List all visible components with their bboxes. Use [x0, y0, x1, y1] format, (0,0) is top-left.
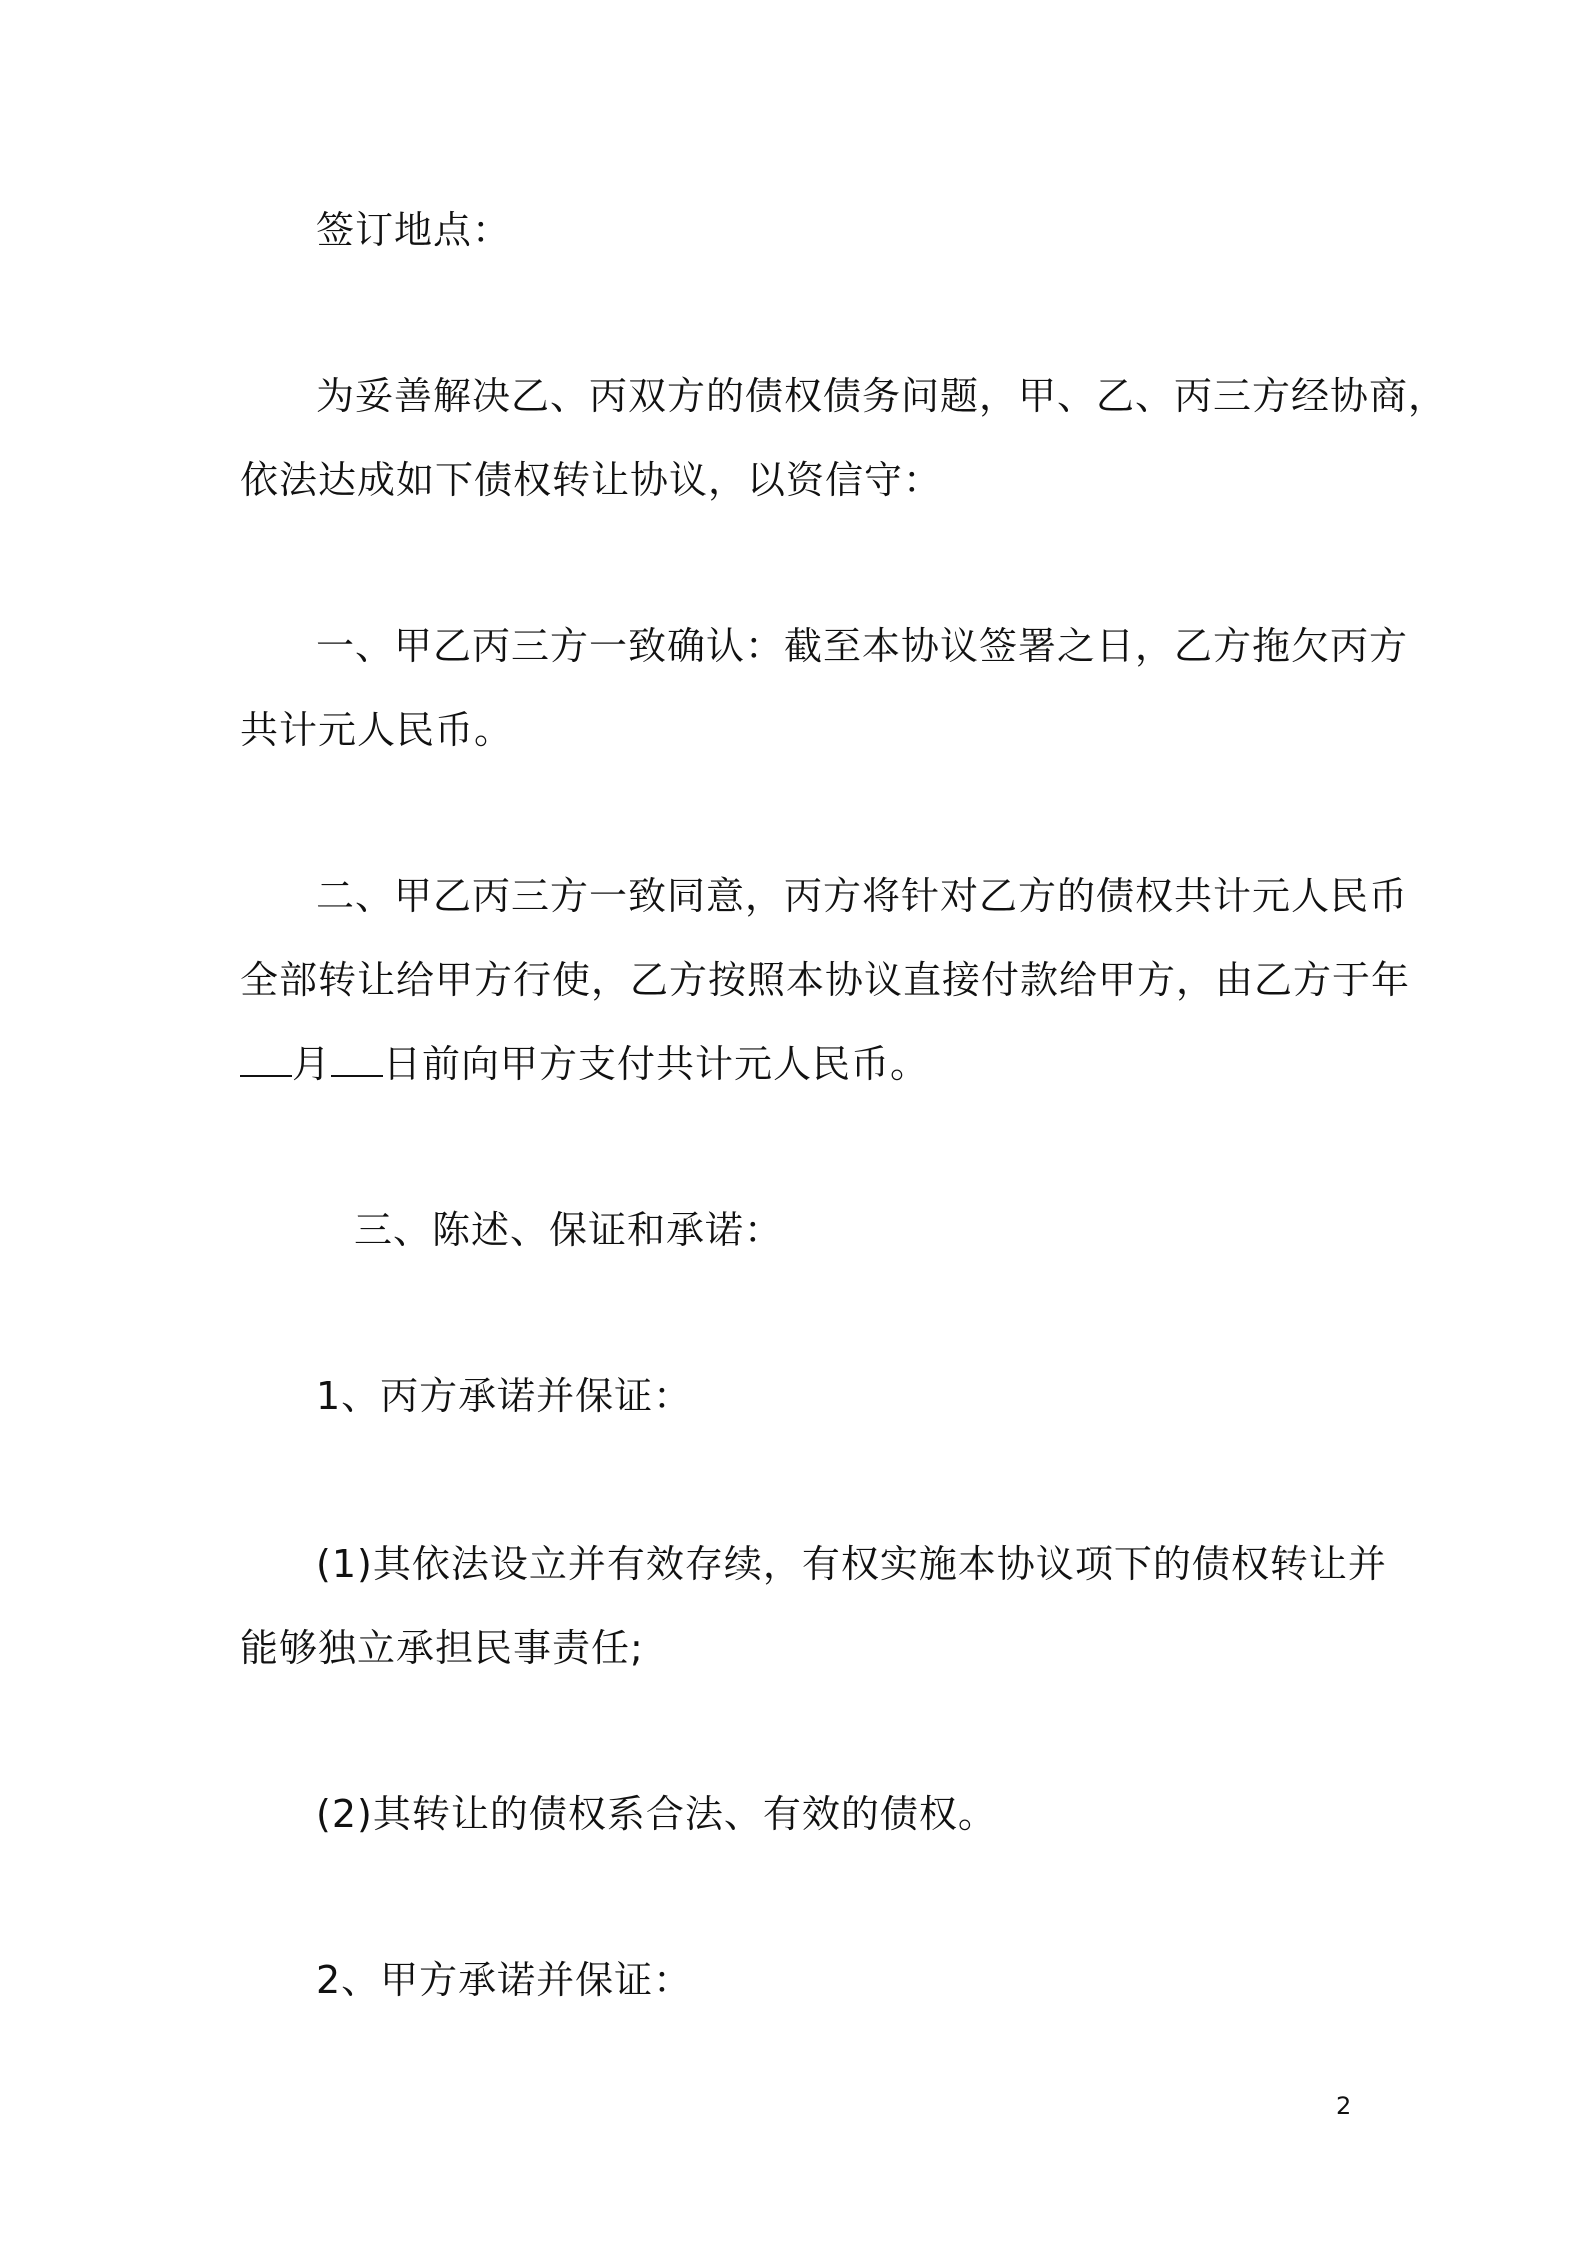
clause-2-tail: 日前向甲方支付共计元人民币。: [383, 1042, 930, 1086]
signing-place-label: 签订地点：: [316, 208, 512, 252]
item-2-heading: 2、甲方承诺并保证：: [316, 1958, 693, 2002]
item-1-sub-1-line-1: (1)其依法设立并有效存续，有权实施本协议项下的债权转让并: [316, 1542, 1387, 1586]
item-1-heading: 1、丙方承诺并保证：: [316, 1374, 693, 1418]
month-label: 月: [292, 1042, 332, 1086]
item-1-sub-2: (2)其转让的债权系合法、有效的债权。: [316, 1792, 997, 1836]
clause-3-heading: 三、陈述、保证和承诺：: [354, 1208, 784, 1252]
item-1-sub-1-line-2: 能够独立承担民事责任;: [240, 1626, 644, 1670]
day-blank: [331, 1045, 383, 1077]
clause-1-line-1: 一、甲乙丙三方一致确认：截至本协议签署之日，乙方拖欠丙方: [316, 624, 1409, 668]
clause-2-line-2: 全部转让给甲方行使，乙方按照本协议直接付款给甲方，由乙方于年: [240, 958, 1411, 1002]
intro-paragraph-line-2: 依法达成如下债权转让协议，以资信守：: [240, 458, 943, 502]
page-number: 2: [1336, 2092, 1352, 2120]
intro-paragraph-line-1: 为妥善解决乙、丙双方的债权债务问题，甲、乙、丙三方经协商，: [316, 374, 1448, 418]
clause-1-line-2: 共计元人民币。: [240, 708, 514, 752]
clause-2-line-3: [240, 1040, 929, 1088]
month-blank: [240, 1045, 292, 1077]
clause-2-line-1: 二、甲乙丙三方一致同意，丙方将针对乙方的债权共计元人民币: [316, 874, 1409, 918]
